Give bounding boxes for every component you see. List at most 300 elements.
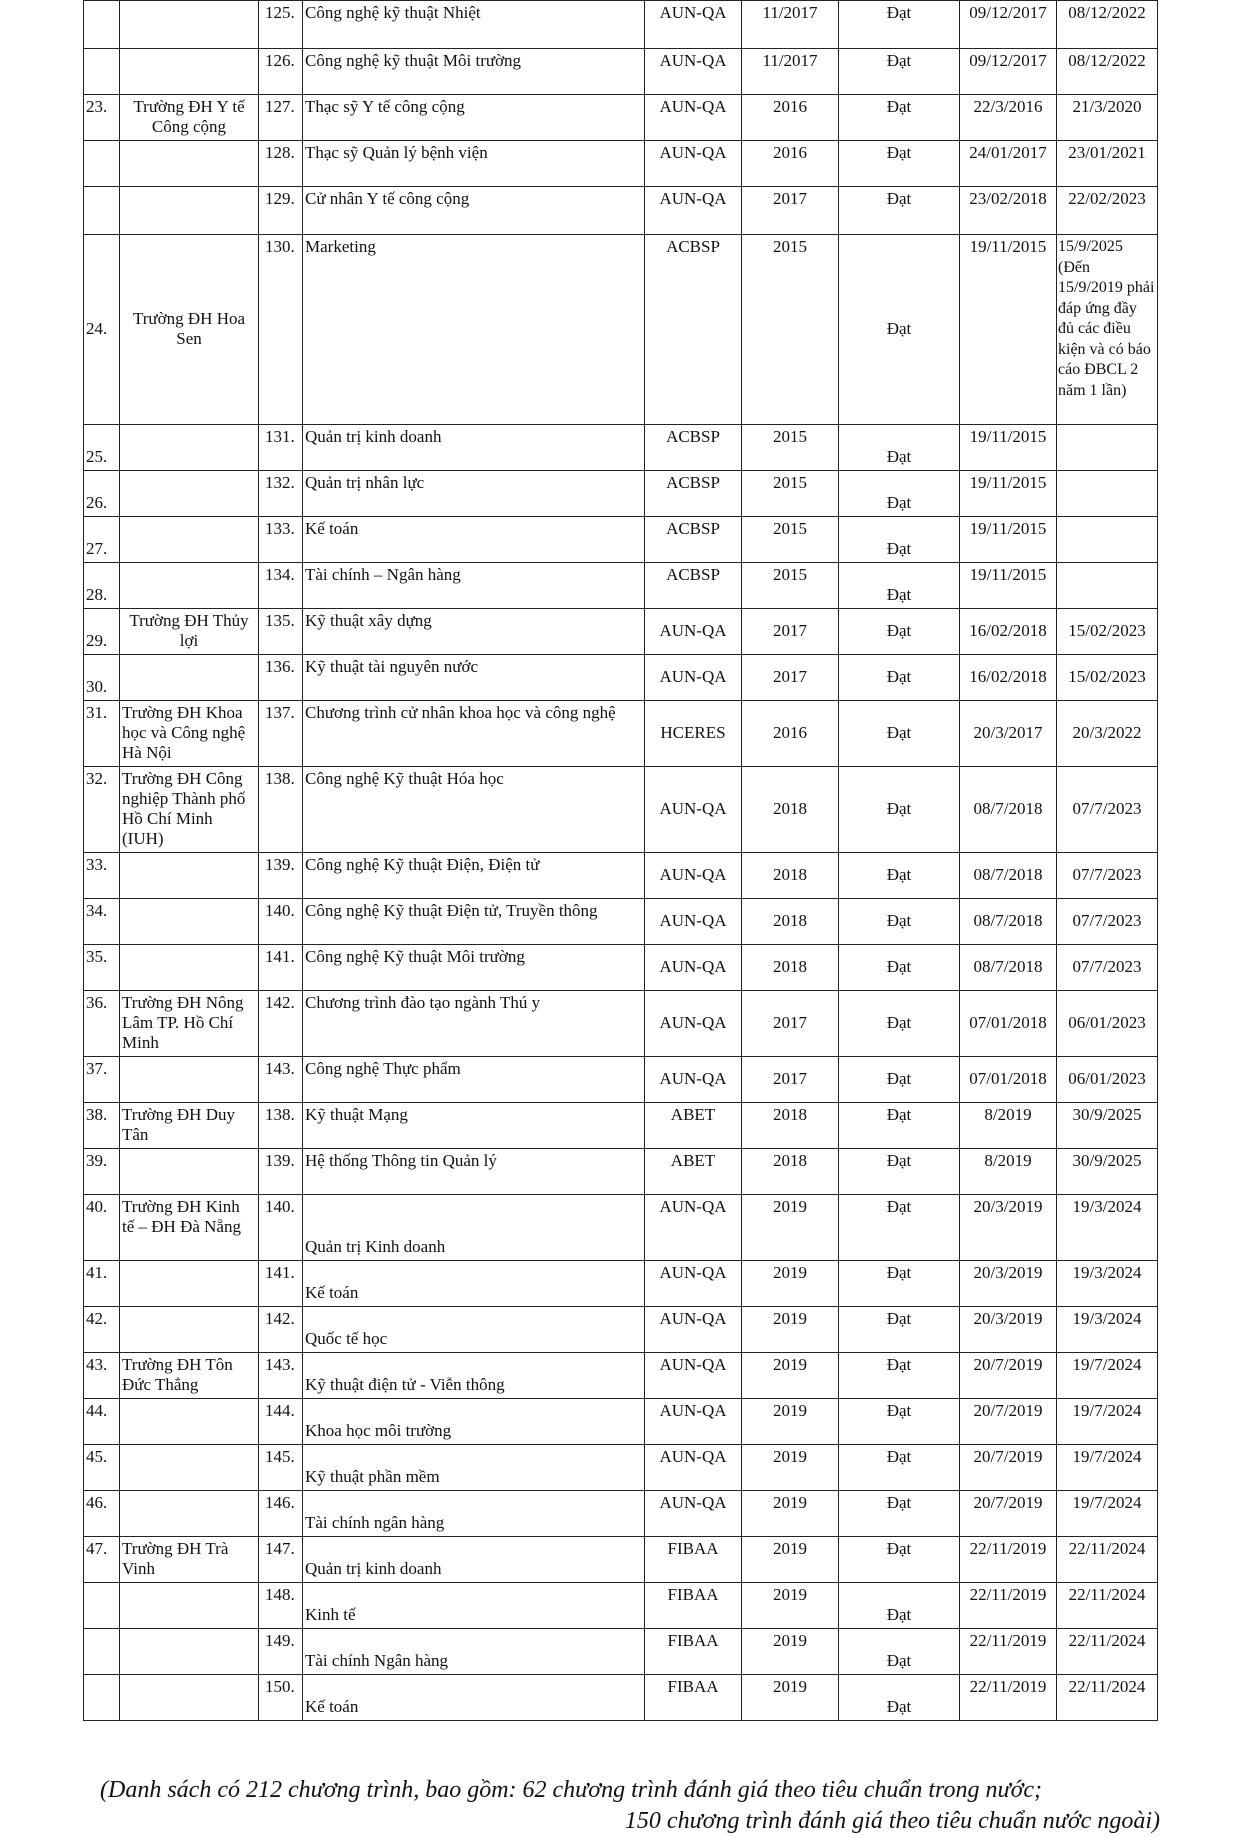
stt-cell: 34. — [84, 899, 120, 945]
issue-date-cell: 8/2019 — [960, 1103, 1057, 1149]
accreditation-org-cell: AUN-QA — [645, 1057, 742, 1103]
table-row — [84, 563, 1158, 609]
table-row — [84, 141, 1158, 187]
school-cell — [120, 1149, 259, 1195]
program-number-cell: 139. — [259, 853, 303, 899]
accreditation-org-cell: AUN-QA — [645, 1261, 742, 1307]
accreditation-org-cell: FIBAA — [645, 1675, 742, 1721]
school-cell: Trường ĐH Công nghiệp Thành phố Hồ Chí Minh (IUH) — [120, 767, 259, 853]
table-row — [84, 899, 1158, 945]
accreditation-org-cell: AUN-QA — [645, 1445, 742, 1491]
issue-date-cell: 20/3/2019 — [960, 1261, 1057, 1307]
program-name-cell: Tài chính ngân hàng — [303, 1491, 645, 1537]
issue-date-cell: 19/11/2015 — [960, 471, 1057, 517]
expiry-date-cell: 07/7/2023 — [1057, 945, 1158, 991]
evaluation-time-cell: 11/2017 — [742, 1, 839, 49]
issue-date-cell: 20/3/2019 — [960, 1195, 1057, 1261]
program-number-cell: 142. — [259, 991, 303, 1057]
result-cell: Đạt — [839, 1261, 960, 1307]
expiry-date-cell: 19/7/2024 — [1057, 1445, 1158, 1491]
school-cell — [120, 1057, 259, 1103]
result-cell: Đạt — [839, 49, 960, 95]
table-row — [84, 471, 1158, 517]
table-row — [84, 517, 1158, 563]
evaluation-time-cell: 2017 — [742, 655, 839, 701]
expiry-date-cell: 30/9/2025 — [1057, 1149, 1158, 1195]
stt-cell: 35. — [84, 945, 120, 991]
result-cell: Đạt — [839, 1103, 960, 1149]
result-cell: Đạt — [839, 471, 960, 517]
program-number-cell: 147. — [259, 1537, 303, 1583]
stt-cell — [84, 187, 120, 235]
result-cell: Đạt — [839, 1491, 960, 1537]
program-name-cell: Quản trị kinh doanh — [303, 1537, 645, 1583]
accreditation-org-cell: AUN-QA — [645, 1353, 742, 1399]
table-row — [84, 991, 1158, 1057]
table-row — [84, 1057, 1158, 1103]
stt-cell — [84, 1629, 120, 1675]
issue-date-cell: 20/3/2017 — [960, 701, 1057, 767]
accreditation-org-cell: ABET — [645, 1103, 742, 1149]
result-cell: Đạt — [839, 991, 960, 1057]
accreditation-org-cell: ACBSP — [645, 517, 742, 563]
evaluation-time-cell: 2019 — [742, 1353, 839, 1399]
table-body — [84, 1, 1158, 1721]
program-number-cell: 144. — [259, 1399, 303, 1445]
accreditation-org-cell: AUN-QA — [645, 945, 742, 991]
stt-cell: 44. — [84, 1399, 120, 1445]
expiry-date-cell: 21/3/2020 — [1057, 95, 1158, 141]
expiry-date-cell: 22/11/2024 — [1057, 1675, 1158, 1721]
evaluation-time-cell: 2019 — [742, 1445, 839, 1491]
accreditation-org-cell: AUN-QA — [645, 1195, 742, 1261]
result-cell: Đạt — [839, 1399, 960, 1445]
result-cell: Đạt — [839, 609, 960, 655]
evaluation-time-cell: 2016 — [742, 701, 839, 767]
issue-date-cell: 08/7/2018 — [960, 853, 1057, 899]
result-cell: Đạt — [839, 1195, 960, 1261]
expiry-date-cell: 07/7/2023 — [1057, 767, 1158, 853]
expiry-date-cell — [1057, 425, 1158, 471]
accreditation-org-cell: AUN-QA — [645, 899, 742, 945]
result-cell: Đạt — [839, 899, 960, 945]
stt-cell: 26. — [84, 471, 120, 517]
issue-date-cell: 22/11/2019 — [960, 1675, 1057, 1721]
evaluation-time-cell: 2015 — [742, 517, 839, 563]
accreditation-org-cell: AUN-QA — [645, 853, 742, 899]
evaluation-time-cell: 2019 — [742, 1583, 839, 1629]
evaluation-time-cell: 2018 — [742, 1149, 839, 1195]
expiry-date-cell: 19/7/2024 — [1057, 1491, 1158, 1537]
accreditation-org-cell: AUN-QA — [645, 95, 742, 141]
footnote-line-2: 150 chương trình đánh giá theo tiêu chuẩn nước ngoài) — [624, 1808, 1160, 1834]
issue-date-cell: 09/12/2017 — [960, 49, 1057, 95]
result-cell: Đạt — [839, 767, 960, 853]
result-cell: Đạt — [839, 187, 960, 235]
program-name-cell: Cử nhân Y tế công cộng — [303, 187, 645, 235]
accreditation-org-cell: AUN-QA — [645, 49, 742, 95]
evaluation-time-cell: 2019 — [742, 1399, 839, 1445]
accreditation-org-cell: AUN-QA — [645, 991, 742, 1057]
program-number-cell: 145. — [259, 1445, 303, 1491]
result-cell: Đạt — [839, 517, 960, 563]
school-cell: Trường ĐH Khoa học và Công nghệ Hà Nội — [120, 701, 259, 767]
stt-cell: 33. — [84, 853, 120, 899]
program-number-cell: 141. — [259, 945, 303, 991]
program-name-cell: Thạc sỹ Y tế công cộng — [303, 95, 645, 141]
issue-date-cell: 19/11/2015 — [960, 235, 1057, 425]
result-cell: Đạt — [839, 425, 960, 471]
program-name-cell: Công nghệ Kỹ thuật Điện tử, Truyền thông — [303, 899, 645, 945]
evaluation-time-cell: 2017 — [742, 187, 839, 235]
stt-cell: 29. — [84, 609, 120, 655]
issue-date-cell: 16/02/2018 — [960, 609, 1057, 655]
expiry-date-cell: 19/3/2024 — [1057, 1195, 1158, 1261]
result-cell: Đạt — [839, 1, 960, 49]
evaluation-time-cell: 2015 — [742, 471, 839, 517]
program-name-cell: Tài chính Ngân hàng — [303, 1629, 645, 1675]
issue-date-cell: 19/11/2015 — [960, 563, 1057, 609]
evaluation-time-cell: 2019 — [742, 1307, 839, 1353]
issue-date-cell: 22/11/2019 — [960, 1537, 1057, 1583]
program-name-cell: Quản trị kinh doanh — [303, 425, 645, 471]
evaluation-time-cell: 2015 — [742, 563, 839, 609]
school-cell — [120, 1445, 259, 1491]
program-name-cell: Kế toán — [303, 1261, 645, 1307]
program-name-cell: Công nghệ Kỹ thuật Hóa học — [303, 767, 645, 853]
table-row — [84, 853, 1158, 899]
evaluation-time-cell: 2019 — [742, 1261, 839, 1307]
evaluation-time-cell: 2019 — [742, 1491, 839, 1537]
accreditation-org-cell: AUN-QA — [645, 1307, 742, 1353]
school-cell: Trường ĐH Duy Tân — [120, 1103, 259, 1149]
evaluation-time-cell: 2017 — [742, 609, 839, 655]
program-name-cell: Công nghệ Kỹ thuật Môi trường — [303, 945, 645, 991]
expiry-date-cell: 06/01/2023 — [1057, 1057, 1158, 1103]
table-row — [84, 1583, 1158, 1629]
result-cell: Đạt — [839, 235, 960, 425]
table-row — [84, 187, 1158, 235]
result-cell: Đạt — [839, 1629, 960, 1675]
program-number-cell: 149. — [259, 1629, 303, 1675]
table-row — [84, 1399, 1158, 1445]
table-row — [84, 1537, 1158, 1583]
expiry-date-cell: 19/7/2024 — [1057, 1353, 1158, 1399]
accreditation-org-cell: AUN-QA — [645, 767, 742, 853]
program-number-cell: 138. — [259, 1103, 303, 1149]
accreditation-org-cell: ACBSP — [645, 235, 742, 425]
school-cell: Trường ĐH Tôn Đức Thắng — [120, 1353, 259, 1399]
school-cell: Trường ĐH Trà Vinh — [120, 1537, 259, 1583]
stt-cell: 39. — [84, 1149, 120, 1195]
school-cell — [120, 425, 259, 471]
table-row — [84, 1353, 1158, 1399]
stt-cell: 32. — [84, 767, 120, 853]
stt-cell — [84, 1, 120, 49]
expiry-date-cell: 22/11/2024 — [1057, 1583, 1158, 1629]
program-number-cell: 146. — [259, 1491, 303, 1537]
program-name-cell: Kế toán — [303, 517, 645, 563]
school-cell — [120, 1675, 259, 1721]
program-name-cell: Tài chính – Ngân hàng — [303, 563, 645, 609]
school-cell — [120, 1629, 259, 1675]
accreditation-org-cell: AUN-QA — [645, 1, 742, 49]
issue-date-cell: 20/7/2019 — [960, 1445, 1057, 1491]
issue-date-cell: 07/01/2018 — [960, 1057, 1057, 1103]
issue-date-cell: 08/7/2018 — [960, 945, 1057, 991]
table-row — [84, 609, 1158, 655]
school-cell — [120, 1307, 259, 1353]
school-cell — [120, 899, 259, 945]
expiry-date-cell: 19/7/2024 — [1057, 1399, 1158, 1445]
table-row — [84, 1103, 1158, 1149]
expiry-date-cell: 19/3/2024 — [1057, 1261, 1158, 1307]
program-number-cell: 126. — [259, 49, 303, 95]
result-cell: Đạt — [839, 1583, 960, 1629]
expiry-date-cell: 30/9/2025 — [1057, 1103, 1158, 1149]
result-cell: Đạt — [839, 1675, 960, 1721]
program-name-cell: Thạc sỹ Quản lý bệnh viện — [303, 141, 645, 187]
stt-cell: 45. — [84, 1445, 120, 1491]
accreditation-org-cell: ACBSP — [645, 425, 742, 471]
expiry-date-cell: 08/12/2022 — [1057, 1, 1158, 49]
program-number-cell: 133. — [259, 517, 303, 563]
evaluation-time-cell: 2019 — [742, 1629, 839, 1675]
program-number-cell: 138. — [259, 767, 303, 853]
evaluation-time-cell: 2019 — [742, 1537, 839, 1583]
accreditation-org-cell: AUN-QA — [645, 655, 742, 701]
program-number-cell: 148. — [259, 1583, 303, 1629]
accreditation-org-cell: ACBSP — [645, 563, 742, 609]
evaluation-time-cell: 2015 — [742, 425, 839, 471]
expiry-date-cell: 23/01/2021 — [1057, 141, 1158, 187]
school-cell — [120, 1491, 259, 1537]
stt-cell: 23. — [84, 95, 120, 141]
stt-cell: 25. — [84, 425, 120, 471]
stt-cell — [84, 1675, 120, 1721]
stt-cell — [84, 49, 120, 95]
school-cell — [120, 563, 259, 609]
program-name-cell: Chương trình đào tạo ngành Thú y — [303, 991, 645, 1057]
stt-cell: 42. — [84, 1307, 120, 1353]
accreditation-org-cell: AUN-QA — [645, 187, 742, 235]
evaluation-time-cell: 2018 — [742, 767, 839, 853]
stt-cell: 24. — [84, 235, 120, 425]
program-name-cell: Kế toán — [303, 1675, 645, 1721]
program-name-cell: Công nghệ Thực phẩm — [303, 1057, 645, 1103]
result-cell: Đạt — [839, 1307, 960, 1353]
stt-cell: 28. — [84, 563, 120, 609]
result-cell: Đạt — [839, 1353, 960, 1399]
school-cell — [120, 141, 259, 187]
evaluation-time-cell: 2018 — [742, 945, 839, 991]
issue-date-cell: 23/02/2018 — [960, 187, 1057, 235]
expiry-date-cell: 07/7/2023 — [1057, 899, 1158, 945]
table-row — [84, 945, 1158, 991]
expiry-date-cell — [1057, 471, 1158, 517]
result-cell: Đạt — [839, 655, 960, 701]
accreditation-org-cell: ABET — [645, 1149, 742, 1195]
accreditation-org-cell: HCERES — [645, 701, 742, 767]
evaluation-time-cell: 2019 — [742, 1675, 839, 1721]
program-name-cell: Chương trình cử nhân khoa học và công nghệ — [303, 701, 645, 767]
accreditation-org-cell: AUN-QA — [645, 1491, 742, 1537]
school-cell — [120, 471, 259, 517]
stt-cell: 30. — [84, 655, 120, 701]
table-row — [84, 425, 1158, 471]
stt-cell: 37. — [84, 1057, 120, 1103]
program-number-cell: 140. — [259, 1195, 303, 1261]
expiry-date-cell: 15/02/2023 — [1057, 609, 1158, 655]
result-cell: Đạt — [839, 141, 960, 187]
expiry-date-cell — [1057, 517, 1158, 563]
table-row — [84, 1445, 1158, 1491]
expiry-date-cell: 06/01/2023 — [1057, 991, 1158, 1057]
evaluation-time-cell: 11/2017 — [742, 49, 839, 95]
issue-date-cell: 09/12/2017 — [960, 1, 1057, 49]
evaluation-time-cell: 2019 — [742, 1195, 839, 1261]
program-name-cell: Hệ thống Thông tin Quản lý — [303, 1149, 645, 1195]
stt-cell — [84, 1583, 120, 1629]
program-number-cell: 150. — [259, 1675, 303, 1721]
result-cell: Đạt — [839, 853, 960, 899]
evaluation-time-cell: 2017 — [742, 991, 839, 1057]
program-name-cell: Kinh tế — [303, 1583, 645, 1629]
issue-date-cell: 19/11/2015 — [960, 425, 1057, 471]
issue-date-cell: 20/7/2019 — [960, 1491, 1057, 1537]
evaluation-time-cell: 2018 — [742, 1103, 839, 1149]
program-number-cell: 141. — [259, 1261, 303, 1307]
issue-date-cell: 22/11/2019 — [960, 1583, 1057, 1629]
school-cell — [120, 1, 259, 49]
stt-cell: 47. — [84, 1537, 120, 1583]
issue-date-cell: 20/7/2019 — [960, 1353, 1057, 1399]
program-name-cell: Kỹ thuật Mạng — [303, 1103, 645, 1149]
school-cell — [120, 655, 259, 701]
program-number-cell: 140. — [259, 899, 303, 945]
table-row — [84, 1195, 1158, 1261]
issue-date-cell: 20/3/2019 — [960, 1307, 1057, 1353]
school-cell: Trường ĐH Thủy lợi — [120, 609, 259, 655]
table-row — [84, 767, 1158, 853]
table-row — [84, 1, 1158, 49]
stt-cell: 31. — [84, 701, 120, 767]
issue-date-cell: 16/02/2018 — [960, 655, 1057, 701]
expiry-date-cell — [1057, 563, 1158, 609]
result-cell: Đạt — [839, 1537, 960, 1583]
table-row — [84, 1491, 1158, 1537]
table-row — [84, 1675, 1158, 1721]
program-name-cell: Công nghệ kỹ thuật Môi trường — [303, 49, 645, 95]
expiry-date-cell: 22/11/2024 — [1057, 1537, 1158, 1583]
result-cell: Đạt — [839, 1445, 960, 1491]
expiry-date-cell: 08/12/2022 — [1057, 49, 1158, 95]
issue-date-cell: 8/2019 — [960, 1149, 1057, 1195]
table-row — [84, 1149, 1158, 1195]
result-cell: Đạt — [839, 1057, 960, 1103]
result-cell: Đạt — [839, 945, 960, 991]
expiry-date-cell: 22/02/2023 — [1057, 187, 1158, 235]
result-cell: Đạt — [839, 563, 960, 609]
program-name-cell: Kỹ thuật phần mềm — [303, 1445, 645, 1491]
issue-date-cell: 24/01/2017 — [960, 141, 1057, 187]
program-number-cell: 130. — [259, 235, 303, 425]
program-number-cell: 139. — [259, 1149, 303, 1195]
issue-date-cell: 07/01/2018 — [960, 991, 1057, 1057]
program-name-cell: Marketing — [303, 235, 645, 425]
evaluation-time-cell: 2016 — [742, 95, 839, 141]
issue-date-cell: 20/7/2019 — [960, 1399, 1057, 1445]
evaluation-time-cell: 2015 — [742, 235, 839, 425]
school-cell — [120, 1261, 259, 1307]
school-cell — [120, 853, 259, 899]
school-cell — [120, 1583, 259, 1629]
stt-cell — [84, 141, 120, 187]
evaluation-time-cell: 2016 — [742, 141, 839, 187]
expiry-date-cell: 15/02/2023 — [1057, 655, 1158, 701]
footnote-line-1: (Danh sách có 212 chương trình, bao gồm: 62 chương trình đánh giá theo tiêu chuẩn trong nước; — [100, 1777, 1043, 1803]
expiry-date-cell: 07/7/2023 — [1057, 853, 1158, 899]
program-name-cell: Kỹ thuật tài nguyên nước — [303, 655, 645, 701]
expiry-date-cell: 19/3/2024 — [1057, 1307, 1158, 1353]
program-name-cell: Kỹ thuật điện tử - Viễn thông — [303, 1353, 645, 1399]
accreditation-org-cell: AUN-QA — [645, 141, 742, 187]
issue-date-cell: 22/3/2016 — [960, 95, 1057, 141]
stt-cell: 43. — [84, 1353, 120, 1399]
school-cell: Trường ĐH Hoa Sen — [120, 235, 259, 425]
accreditation-org-cell: FIBAA — [645, 1629, 742, 1675]
table-row — [84, 1629, 1158, 1675]
result-cell: Đạt — [839, 701, 960, 767]
stt-cell: 36. — [84, 991, 120, 1057]
school-cell — [120, 945, 259, 991]
table-row — [84, 1261, 1158, 1307]
accreditation-org-cell: FIBAA — [645, 1537, 742, 1583]
program-number-cell: 127. — [259, 95, 303, 141]
school-cell — [120, 187, 259, 235]
school-cell — [120, 1399, 259, 1445]
accreditation-org-cell: ACBSP — [645, 471, 742, 517]
program-number-cell: 132. — [259, 471, 303, 517]
program-name-cell: Quản trị nhân lực — [303, 471, 645, 517]
school-cell: Trường ĐH Y tế Công cộng — [120, 95, 259, 141]
issue-date-cell: 08/7/2018 — [960, 899, 1057, 945]
evaluation-time-cell: 2018 — [742, 899, 839, 945]
table-row — [84, 655, 1158, 701]
program-number-cell: 143. — [259, 1057, 303, 1103]
school-cell — [120, 49, 259, 95]
issue-date-cell: 08/7/2018 — [960, 767, 1057, 853]
school-cell — [120, 517, 259, 563]
evaluation-time-cell: 2017 — [742, 1057, 839, 1103]
result-cell: Đạt — [839, 95, 960, 141]
program-number-cell: 128. — [259, 141, 303, 187]
program-number-cell: 142. — [259, 1307, 303, 1353]
program-number-cell: 131. — [259, 425, 303, 471]
evaluation-time-cell: 2018 — [742, 853, 839, 899]
program-name-cell: Công nghệ Kỹ thuật Điện, Điện tử — [303, 853, 645, 899]
stt-cell: 41. — [84, 1261, 120, 1307]
accreditation-org-cell: FIBAA — [645, 1583, 742, 1629]
program-number-cell: 143. — [259, 1353, 303, 1399]
accreditation-org-cell: AUN-QA — [645, 1399, 742, 1445]
program-name-cell: Công nghệ kỹ thuật Nhiệt — [303, 1, 645, 49]
stt-cell: 40. — [84, 1195, 120, 1261]
expiry-date-cell: 20/3/2022 — [1057, 701, 1158, 767]
table-row — [84, 95, 1158, 141]
program-number-cell: 137. — [259, 701, 303, 767]
school-cell: Trường ĐH Nông Lâm TP. Hồ Chí Minh — [120, 991, 259, 1057]
